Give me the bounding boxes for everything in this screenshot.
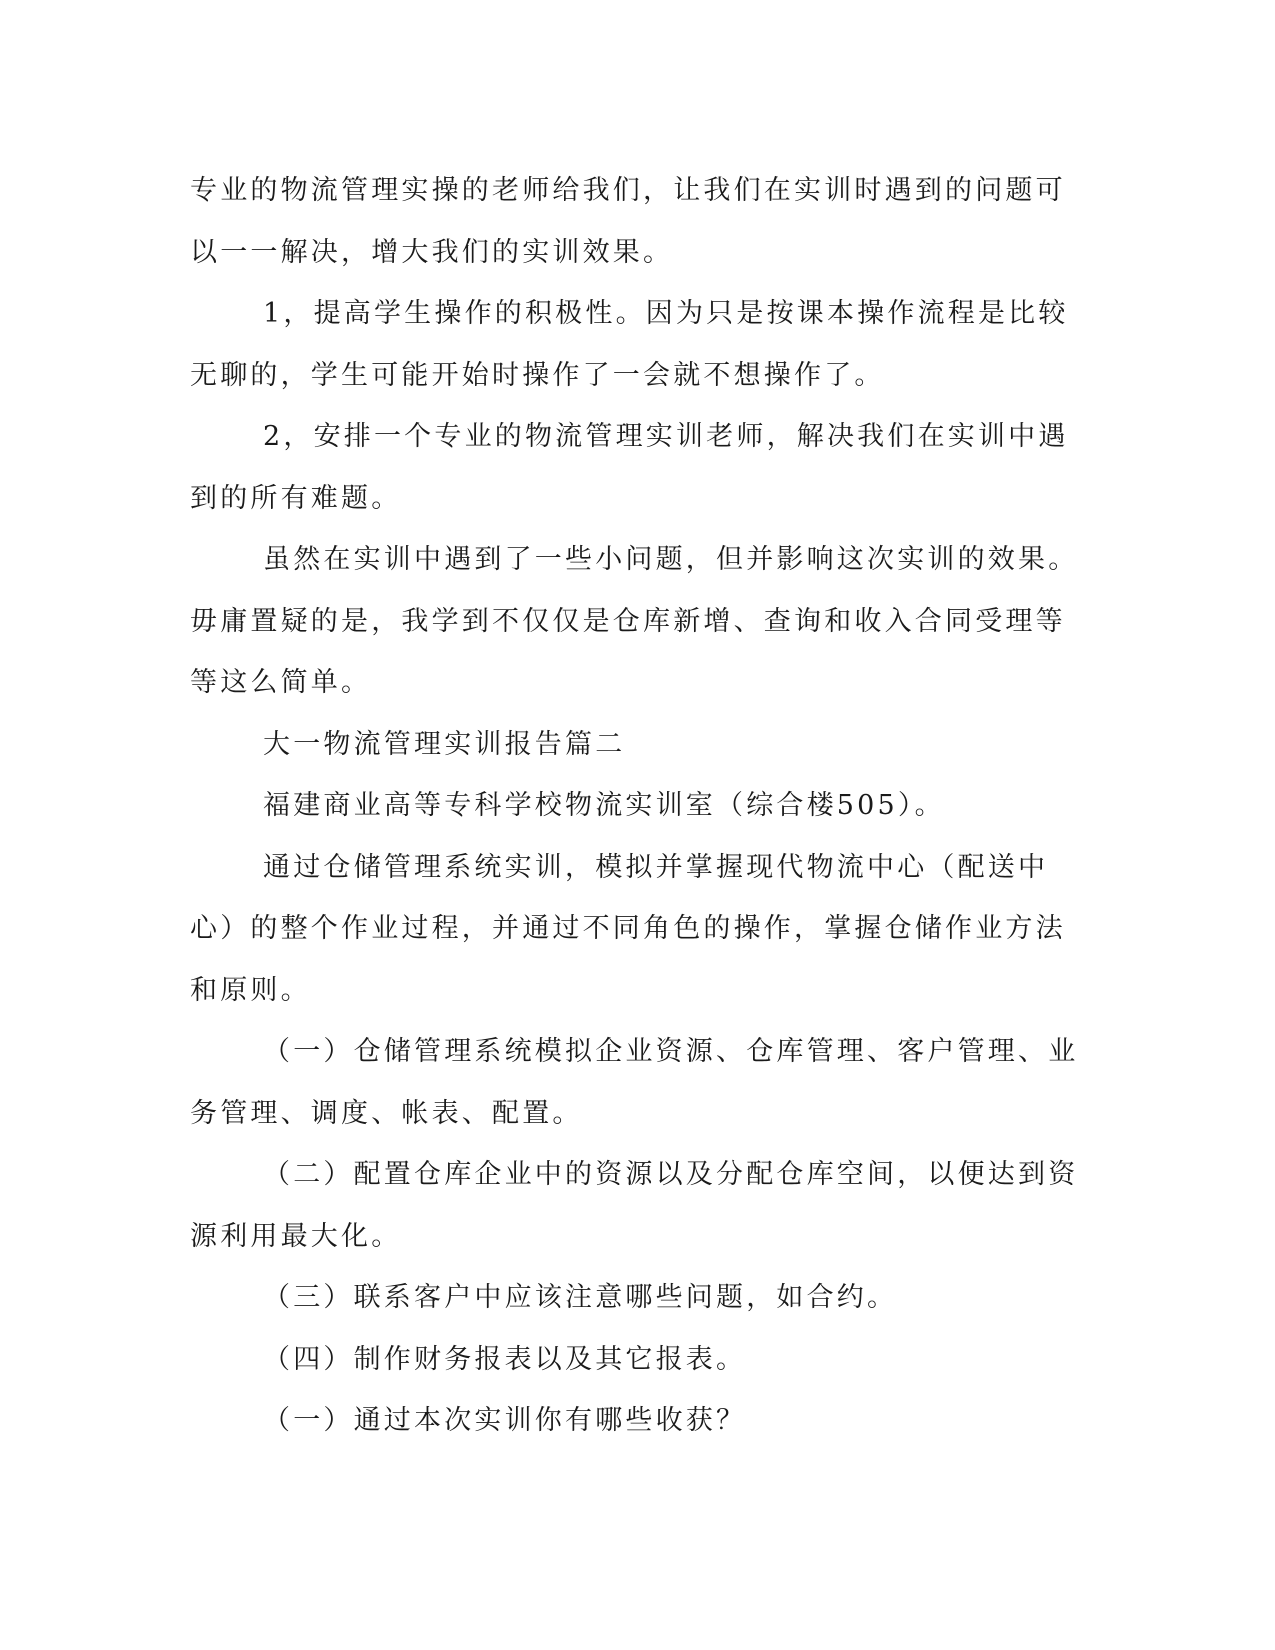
paragraph-point-1: 1，提高学生操作的积极性。因为只是按课本操作流程是比较无聊的，学生可能开始时操作了一会就不想操作了。 [190,298,1069,391]
paragraph-item-4: （四）制作财务报表以及其它报表。 [263,1343,747,1375]
document-body [190,160,1080,1452]
paragraph-continuation: 专业的物流管理实操的老师给我们，让我们在实训时遇到的问题可以一一解决，增大我们的实训效果。 [190,175,1066,268]
paragraph-objective: 通过仓储管理系统实训，模拟并掌握现代物流中心（配送中心）的整个作业过程，并通过不同角色的操作，掌握仓储作业方法和原则。 [190,851,1066,1006]
paragraph-location: 福建商业高等专科学校物流实训室（综合楼505）。 [263,790,945,821]
paragraph-item-3: （三）联系客户中应该注意哪些问题，如合约。 [263,1282,898,1313]
paragraph-item-1: （一）仓储管理系统模拟企业资源、仓库管理、客户管理、业务管理、调度、帐表、配置。 [190,1036,1079,1129]
paragraph-point-2: 2，安排一个专业的物流管理实训老师，解决我们在实训中遇到的所有难题。 [190,421,1069,514]
paragraph-summary: 虽然在实训中遇到了一些小问题，但并影响这次实训的效果。毋庸置疑的是，我学到不仅仅是仓库新增、查询和收入合同受理等等这么简单。 [190,544,1079,698]
section-heading: 大一物流管理实训报告篇二 [263,728,626,760]
paragraph-question-1: （一）通过本次实训你有哪些收获？ [263,1405,747,1436]
paragraph-item-2: （二）配置仓库企业中的资源以及分配仓库空间，以便达到资源利用最大化。 [190,1159,1079,1252]
